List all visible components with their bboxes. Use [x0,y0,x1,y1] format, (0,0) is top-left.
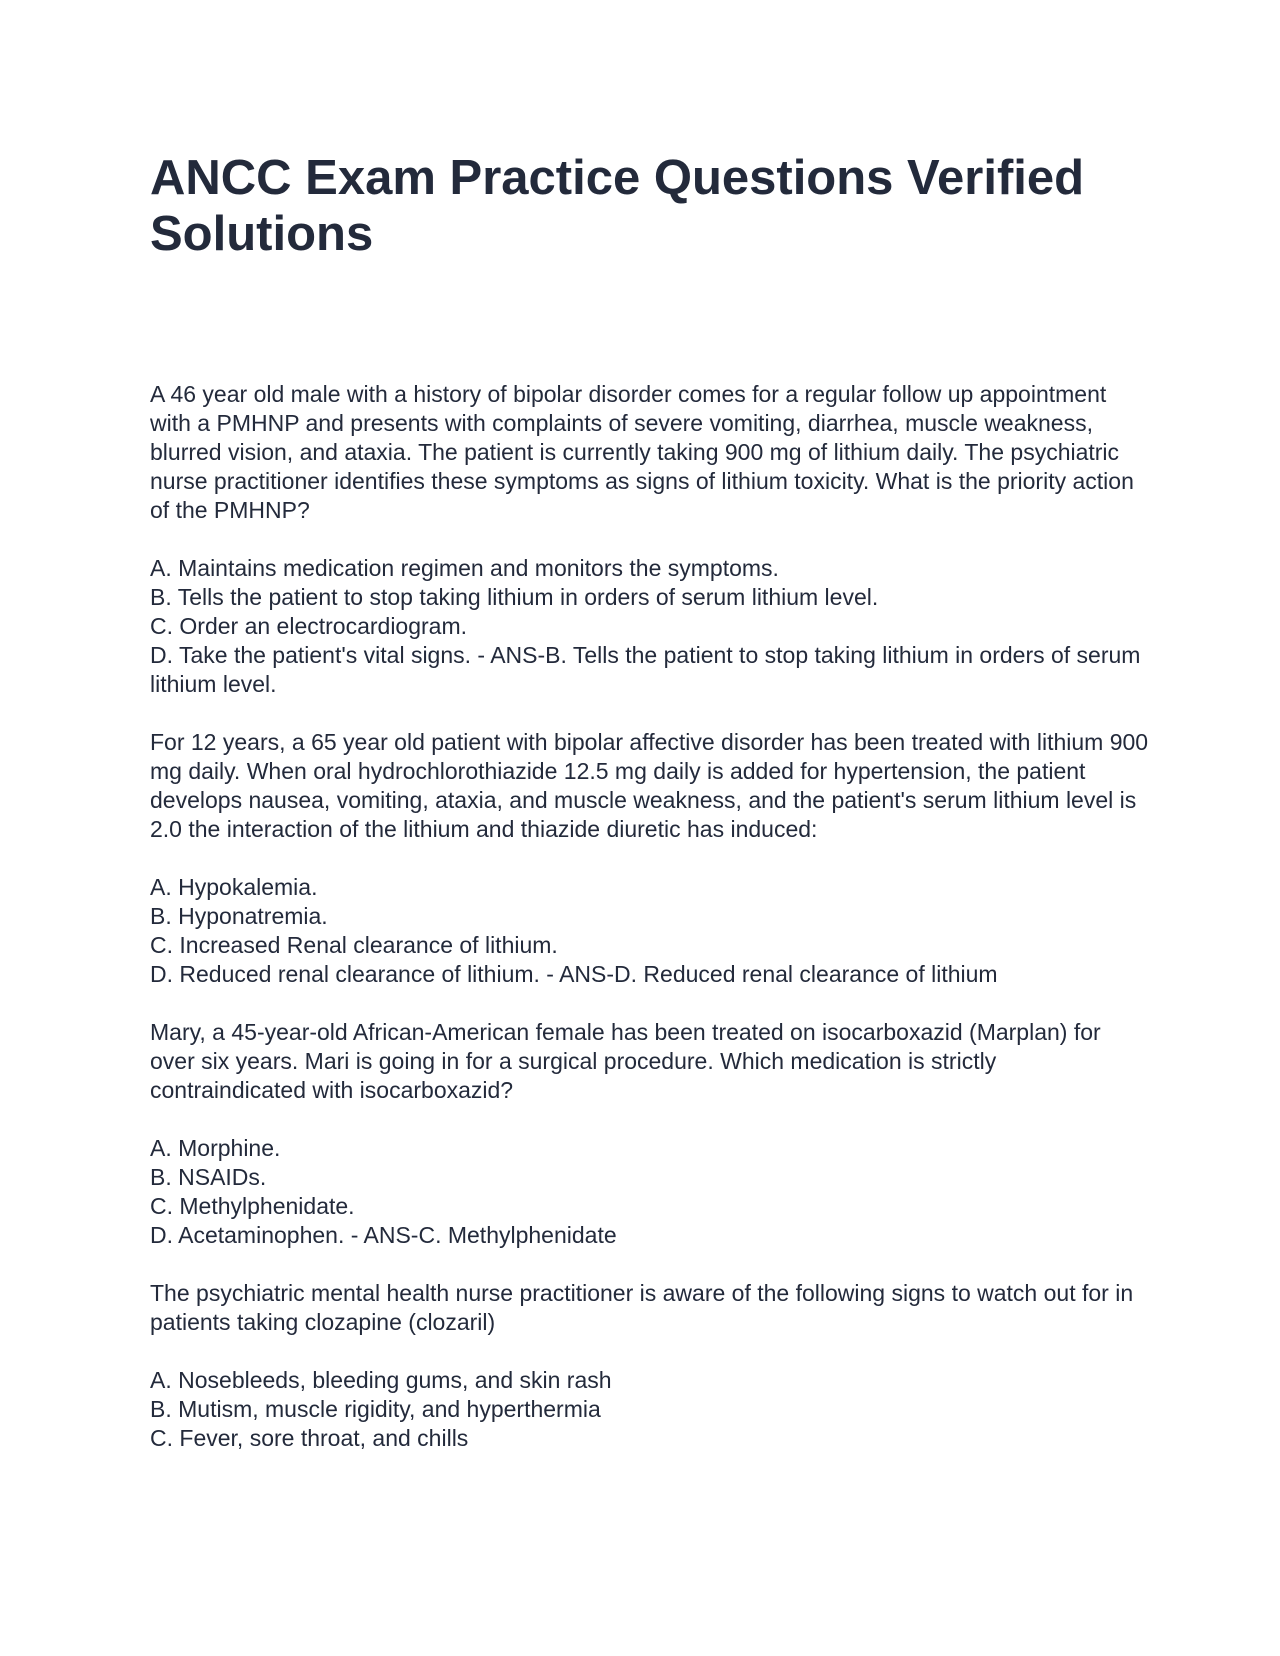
option-b: B. Mutism, muscle rigidity, and hyperthermia [150,1396,601,1422]
option-b: B. NSAIDs. [150,1164,267,1190]
question-stem: The psychiatric mental health nurse practitioner is aware of the following signs to watch out for in patients taking clozapine (clozaril) [150,1280,1134,1335]
option-d-with-answer: D. Reduced renal clearance of lithium. - ANS-D. Reduced renal clearance of lithium [150,961,998,987]
option-c: C. Order an electrocardiogram. [150,613,468,639]
option-a: A. Morphine. [150,1135,281,1161]
option-c: C. Increased Renal clearance of lithium. [150,932,558,958]
question-4-options [150,1366,1150,1453]
question-1-options [150,554,1150,699]
option-b: B. Tells the patient to stop taking lithium in orders of serum lithium level. [150,584,879,610]
document-page [150,0,1150,1656]
option-a: A. Maintains medication regimen and monitors the symptoms. [150,555,779,581]
question-2-options [150,873,1150,989]
option-a: A. Hypokalemia. [150,874,318,900]
question-3-options [150,1134,1150,1250]
option-b: B. Hyponatremia. [150,903,328,929]
option-d-with-answer: D. Take the patient's vital signs. - ANS-B. Tells the patient to stop taking lithium in orders of serum lithium level. [150,642,1141,697]
question-stem: Mary, a 45-year-old African-American female has been treated on isocarboxazid (Marplan) for over six years. Mari is going in for a surgical procedure. Which medication is strictly contraindicated with isocarboxazid? [150,1019,1101,1103]
question-stem: For 12 years, a 65 year old patient with bipolar affective disorder has been treated with lithium 900 mg daily. When oral hydrochlorothiazide 12.5 mg daily is added for hypertension, the patient develops nausea, vomiting, ataxia, and muscle weakness, and the patient's serum lithium level is 2.0 the interaction of the lithium and thiazide diuretic has induced: [150,729,1149,842]
question-2 [150,728,1150,844]
option-c: C. Methylphenidate. [150,1193,355,1219]
question-1 [150,380,1150,525]
question-4 [150,1279,1150,1337]
document-title: ANCC Exam Practice Questions Verified Solutions [150,151,1085,261]
question-stem: A 46 year old male with a history of bipolar disorder comes for a regular follow up appointment with a PMHNP and presents with complaints of severe vomiting, diarrhea, muscle weakness, blurred vision, and ataxia. The patient is currently taking 900 mg of lithium daily. The psychiatric nurse practitioner identifies these symptoms as signs of lithium toxicity. What is the priority action of the PMHNP? [150,381,1134,523]
option-c: C. Fever, sore throat, and chills [150,1425,469,1451]
question-3 [150,1018,1150,1105]
option-a: A. Nosebleeds, bleeding gums, and skin rash [150,1367,612,1393]
document-body [150,380,1150,1482]
option-d-with-answer: D. Acetaminophen. - ANS-C. Methylphenidate [150,1222,617,1248]
